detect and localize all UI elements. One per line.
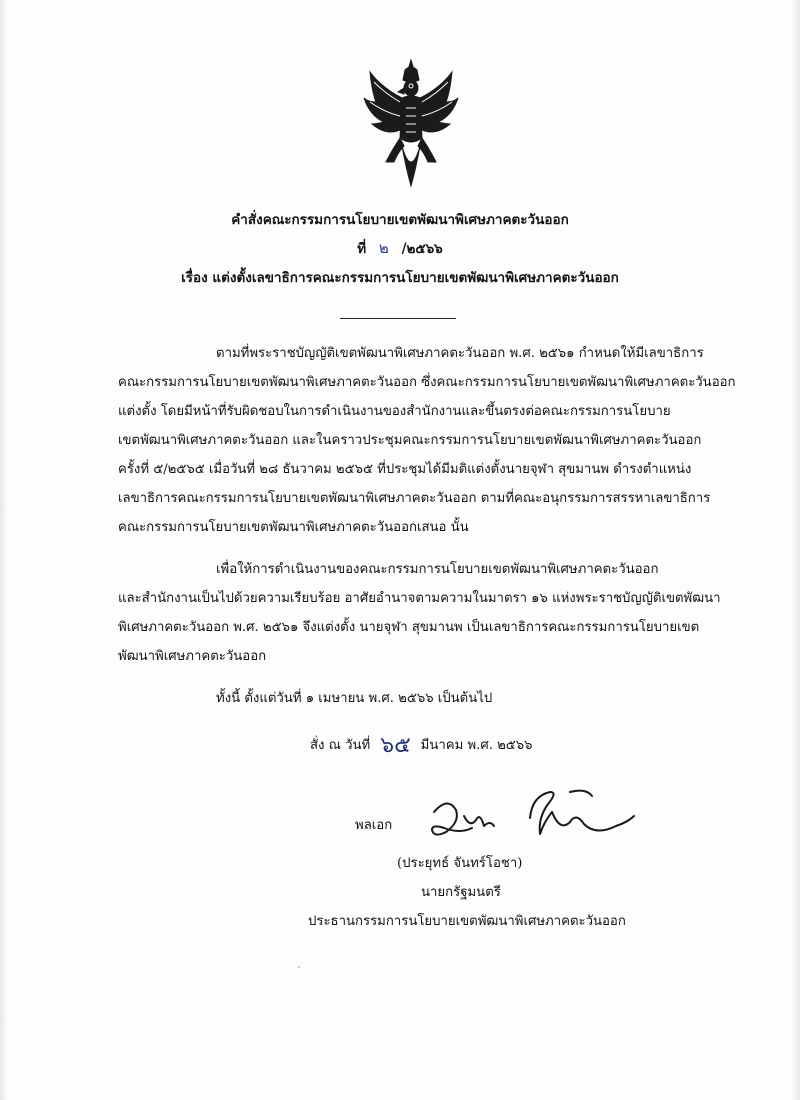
paragraph2-line: เพื่อให้การดำเนินงานของคณะกรรมการนโยบายเขตพัฒนาพิเศษภาคตะวันออก bbox=[216, 562, 659, 577]
issued-suffix: มีนาคม พ.ศ. ๒๕๖๖ bbox=[420, 738, 533, 753]
signatory-position: นายกรัฐมนตรี bbox=[421, 885, 501, 900]
paragraph2-line: พิเศษภาคตะวันออก พ.ศ. ๒๕๖๑ จึงแต่งตั้ง นายจุฬา สุขมานพ เป็นเลขาธิการคณะกรรมการนโยบายเขต bbox=[118, 620, 700, 635]
signatory-rank: พลเอก bbox=[355, 818, 393, 833]
paragraph1-line: ตามที่พระราชบัญญัติเขตพัฒนาพิเศษภาคตะวันออก พ.ศ. ๒๕๖๑ กำหนดให้มีเลขาธิการ bbox=[216, 346, 704, 361]
paragraph2-line: และสำนักงานเป็นไปด้วยความเรียบร้อย อาศัยอำนาจตามความในมาตรา ๑๖ แห่งพระราชบัญญัติเขตพัฒนา bbox=[118, 591, 721, 606]
page-shadow-left bbox=[0, 0, 7, 1100]
scan-speck bbox=[298, 966, 300, 968]
signatory-role: ประธานกรรมการนโยบายเขตพัฒนาพิเศษภาคตะวันออก bbox=[308, 914, 626, 929]
order-subject: เรื่อง แต่งตั้งเลขาธิการคณะกรรมการนโยบายเขตพัฒนาพิเศษภาคตะวันออก bbox=[181, 270, 619, 286]
paragraph1-line: คณะกรรมการนโยบายเขตพัฒนาพิเศษภาคตะวันออกเสนอ นั้น bbox=[118, 520, 469, 535]
garuda-emblem-icon bbox=[362, 58, 460, 188]
page-shadow-right bbox=[792, 0, 800, 1100]
paragraph2-line: พัฒนาพิเศษภาคตะวันออก bbox=[118, 649, 267, 664]
order-title: คำสั่งคณะกรรมการนโยบายเขตพัฒนาพิเศษภาคตะวันออก bbox=[231, 212, 569, 228]
order-number-prefix: ที่ bbox=[357, 241, 367, 257]
paragraph1-line: แต่งตั้ง โดยมีหน้าที่รับผิดชอบในการดำเนินงานของสำนักงานและขึ้นตรงต่อคณะกรรมการนโยบาย bbox=[118, 404, 671, 419]
order-number bbox=[180, 236, 620, 260]
issued-date bbox=[310, 733, 533, 758]
handwritten-signature bbox=[420, 782, 650, 852]
order-number-suffix: /๒๕๖๖ bbox=[401, 241, 443, 257]
issued-day-handwritten: ๖๕ bbox=[380, 733, 411, 758]
effective-date: ทั้งนี้ ตั้งแต่วันที่ ๑ เมษายน พ.ศ. ๒๕๖๖ เป็นต้นไป bbox=[216, 691, 493, 706]
heading-divider bbox=[340, 318, 456, 319]
order-number-handwritten: ๒ bbox=[378, 239, 389, 257]
paragraph1-line: ครั้งที่ ๕/๒๕๖๕ เมื่อวันที่ ๒๘ ธันวาคม ๒๕๖๕ ที่ประชุมได้มีมติแต่งตั้งนายจุฬา สุขมานพ ดำรงตำแหน่ง bbox=[118, 462, 692, 477]
paragraph1-line: คณะกรรมการนโยบายเขตพัฒนาพิเศษภาคตะวันออก ซึ่งคณะกรรมการนโยบายเขตพัฒนาพิเศษภาคตะวันออก bbox=[118, 375, 736, 390]
paragraph1-line: เขตพัฒนาพิเศษภาคตะวันออก และในคราวประชุมคณะกรรมการนโยบายเขตพัฒนาพิเศษภาคตะวันออก bbox=[118, 433, 702, 448]
issued-prefix: สั่ง ณ วันที่ bbox=[310, 738, 371, 753]
signatory-name: (ประยุทธ์ จันทร์โอชา) bbox=[397, 856, 523, 871]
paragraph1-line: เลขาธิการคณะกรรมการนโยบายเขตพัฒนาพิเศษภาคตะวันออก ตามที่คณะอนุกรรมการสรรหาเลขาธิการ bbox=[118, 491, 711, 506]
